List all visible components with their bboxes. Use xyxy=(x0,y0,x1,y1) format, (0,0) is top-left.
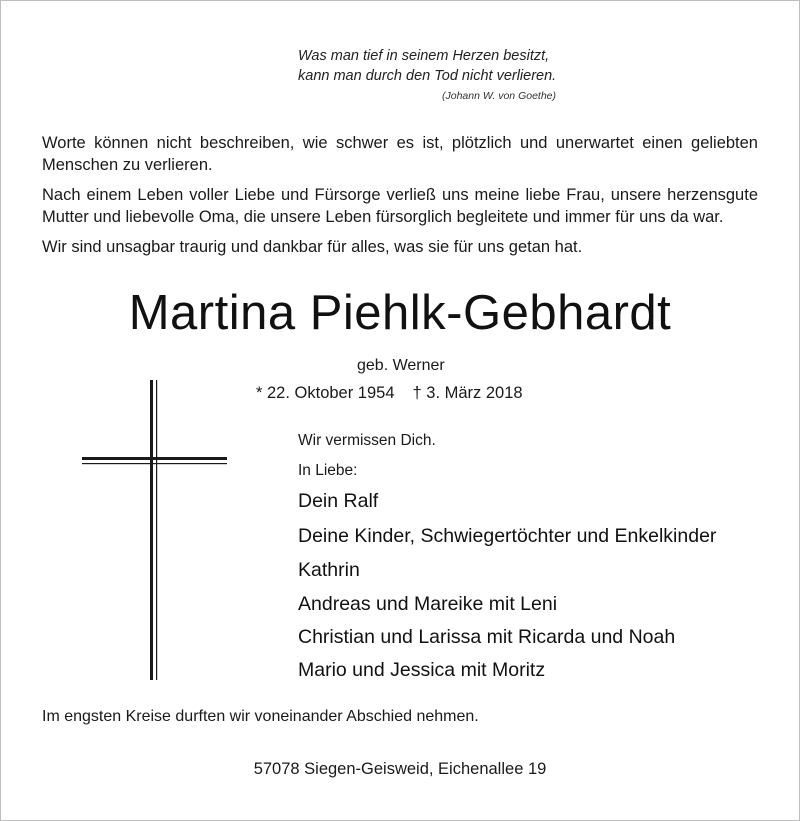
miss-line: Wir vermissen Dich. xyxy=(298,432,436,449)
love-line: In Liebe: xyxy=(298,462,358,479)
quote-line-1: Was man tief in seinem Herzen besitzt, xyxy=(298,48,550,64)
goethe-quote xyxy=(298,46,556,86)
life-dates xyxy=(256,384,523,403)
birth-date: * 22. Oktober 1954 xyxy=(256,384,395,402)
mourner-line: Deine Kinder, Schwiegertöchter und Enkelkinder xyxy=(298,525,717,547)
deceased-name: Martina Piehlk-Gebhardt xyxy=(128,286,672,340)
mourner-line: Mario und Jessica mit Moritz xyxy=(298,659,546,681)
intro-paragraph-3: Wir sind unsagbar traurig und dankbar für alles, was sie für uns getan hat. xyxy=(42,238,583,256)
intro-paragraph-1: Worte können nicht beschreiben, wie schwer es ist, plötzlich und unerwartet einen geliebten Menschen zu verlieren. xyxy=(42,134,758,174)
closing-statement: Im engsten Kreise durften wir voneinander Abschied nehmen. xyxy=(42,708,479,725)
born-name: geb. Werner xyxy=(357,357,445,374)
mourner-line: Kathrin xyxy=(298,559,360,581)
mourner-line: Dein Ralf xyxy=(298,490,379,512)
death-date: † 3. März 2018 xyxy=(412,384,523,402)
intro-paragraph-2: Nach einem Leben voller Liebe und Fürsorge verließ uns meine liebe Frau, unsere herzensgute Mutter und liebevolle Oma, die unsere Leben fürsorglich begleitete und immer für uns da war. xyxy=(42,186,758,226)
quote-author: (Johann W. von Goethe) xyxy=(442,90,557,102)
mourner-line: Andreas und Mareike mit Leni xyxy=(298,593,558,615)
christian-cross-icon xyxy=(82,380,227,680)
mourner-line: Christian und Larissa mit Ricarda und Noah xyxy=(298,626,676,648)
quote-line-2: kann man durch den Tod nicht verlieren. xyxy=(298,68,557,84)
family-address: 57078 Siegen-Geisweid, Eichenallee 19 xyxy=(253,760,547,778)
